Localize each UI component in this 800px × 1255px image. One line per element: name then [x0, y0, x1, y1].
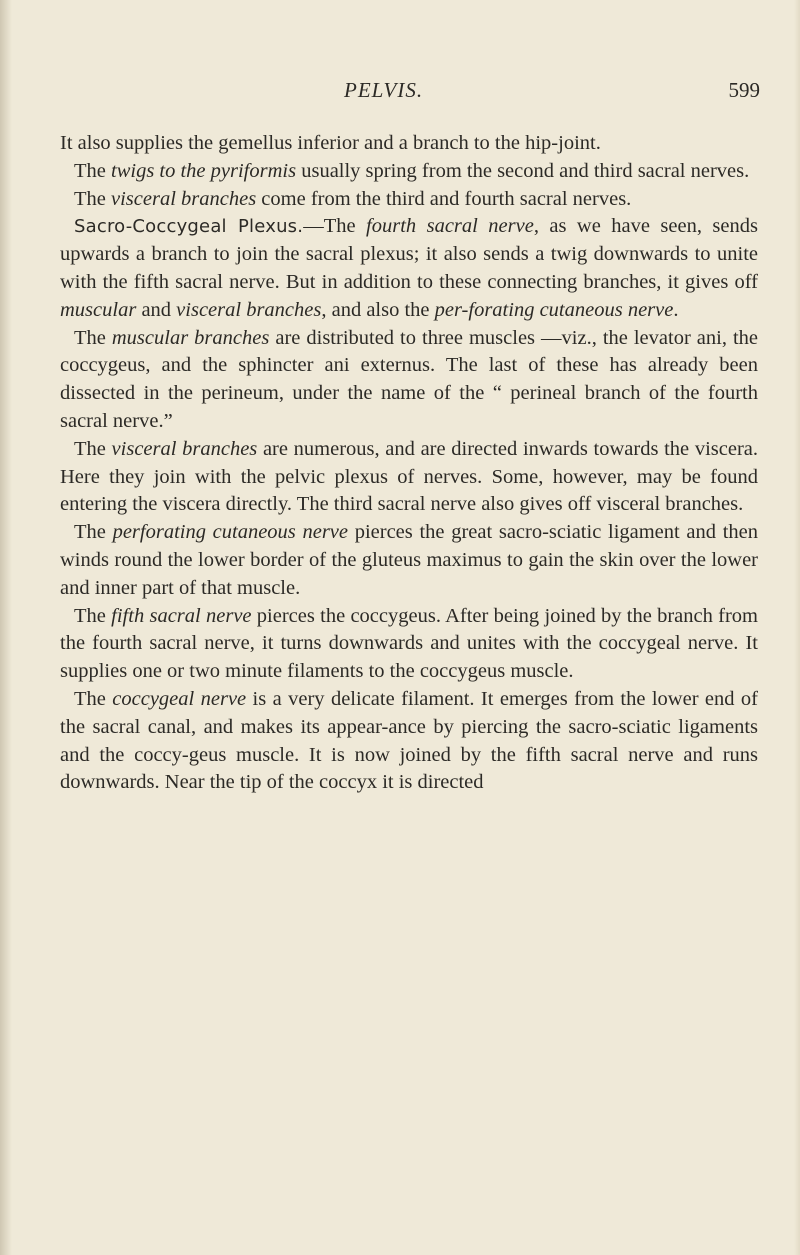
paragraph-text: is a very delicate filament. It emerges from the lower end of the sacral canal, and makes its appear-ance by piercing the sacro-sciatic ligaments and the coccy-geus muscle. It is now joined by the fifth sacral nerve and runs downwards. Near the tip of the coccyx it is directed — [60, 687, 759, 794]
italic-term: muscular — [60, 298, 137, 321]
page-number: 599 — [728, 78, 760, 102]
paragraph-text: The — [74, 187, 111, 210]
paragraph-text: The — [74, 326, 112, 349]
paragraph-text: The — [74, 604, 112, 627]
section-heading: Sacro-Coccygeal Plexus. — [74, 216, 304, 238]
italic-term: visceral branches — [111, 437, 258, 460]
page-gutter-shadow — [0, 0, 12, 1255]
paragraph-pyriformis-twigs — [60, 158, 758, 186]
paragraph-perforating-cutaneous — [60, 519, 758, 602]
running-title: PELVIS. — [344, 78, 424, 102]
italic-term: muscular branches — [111, 326, 270, 349]
paragraph-text: The — [74, 159, 111, 182]
italic-term: visceral branches — [111, 187, 257, 210]
paragraph-text: are distributed to three muscles —viz., the levator ani, the coccygeus, and the sphincter ani externus. The last of these has already been dissected in the perineum, under the name of the “ perineal branch of the fourth sacral nerve.” — [60, 326, 758, 432]
paragraph-coccygeal-nerve — [60, 686, 758, 797]
paragraph-text: , as we have seen, sends upwards a branch to join the sacral plexus; it also sends a twig downwards to unite with the fifth sacral nerve. But in addition to these connecting branches, it gives off — [60, 215, 758, 293]
paragraph-text: —The — [303, 215, 367, 238]
paragraph-text: The — [74, 687, 113, 710]
page-edge-shadow — [794, 0, 800, 1255]
paragraph-text: usually spring from the second and third sacral nerves. — [296, 159, 750, 182]
italic-term: perforating cutaneous nerve — [112, 521, 349, 544]
italic-term: per-forating cutaneous nerve — [434, 298, 674, 321]
italic-term: visceral branches — [176, 298, 322, 321]
paragraph-text: The — [74, 521, 113, 544]
italic-term: coccygeal nerve — [112, 687, 247, 710]
paragraph-text: It also supplies the gemellus inferior and a branch to the hip-joint. — [60, 132, 601, 154]
paragraph-text: are numerous, and are directed inwards towards the viscera. Here they join with the pelvic plexus of nerves. Some, however, may be found entering the viscera directly. The third sacral nerve also gives off visceral branches. — [60, 437, 758, 516]
paragraph-text: pierces the great sacro-sciatic ligament and then winds round the lower border of the gluteus maximus to gain the skin over the lower and inner part of that muscle. — [60, 521, 759, 599]
paragraph-fifth-sacral — [60, 603, 758, 686]
paragraph-visceral-branches-intro — [60, 186, 758, 214]
paragraph-gemellus — [60, 130, 758, 158]
italic-term: twigs to the pyriformis — [111, 159, 297, 182]
paragraph-visceral-branches — [60, 436, 758, 519]
paragraph-text: and — [136, 298, 177, 321]
paragraph-text: , and also the — [321, 298, 435, 321]
italic-term: fifth sacral nerve — [111, 604, 252, 627]
body-text — [60, 130, 758, 797]
paragraph-text: pierces the coccygeus. After being joined by the branch from the fourth sacral nerve, it turns downwards and unites with the coccygeal nerve. It supplies one or two minute filaments to the coccygeus muscle. — [60, 604, 758, 683]
paragraph-text: . — [673, 298, 679, 321]
paragraph-text: come from the third and fourth sacral nerves. — [256, 187, 632, 210]
italic-term: fourth sacral nerve — [366, 215, 534, 238]
paragraph-sacro-coccygeal-plexus — [60, 213, 758, 324]
paragraph-text: The — [74, 437, 112, 460]
paragraph-muscular-branches — [60, 325, 758, 436]
page-header — [60, 78, 760, 110]
